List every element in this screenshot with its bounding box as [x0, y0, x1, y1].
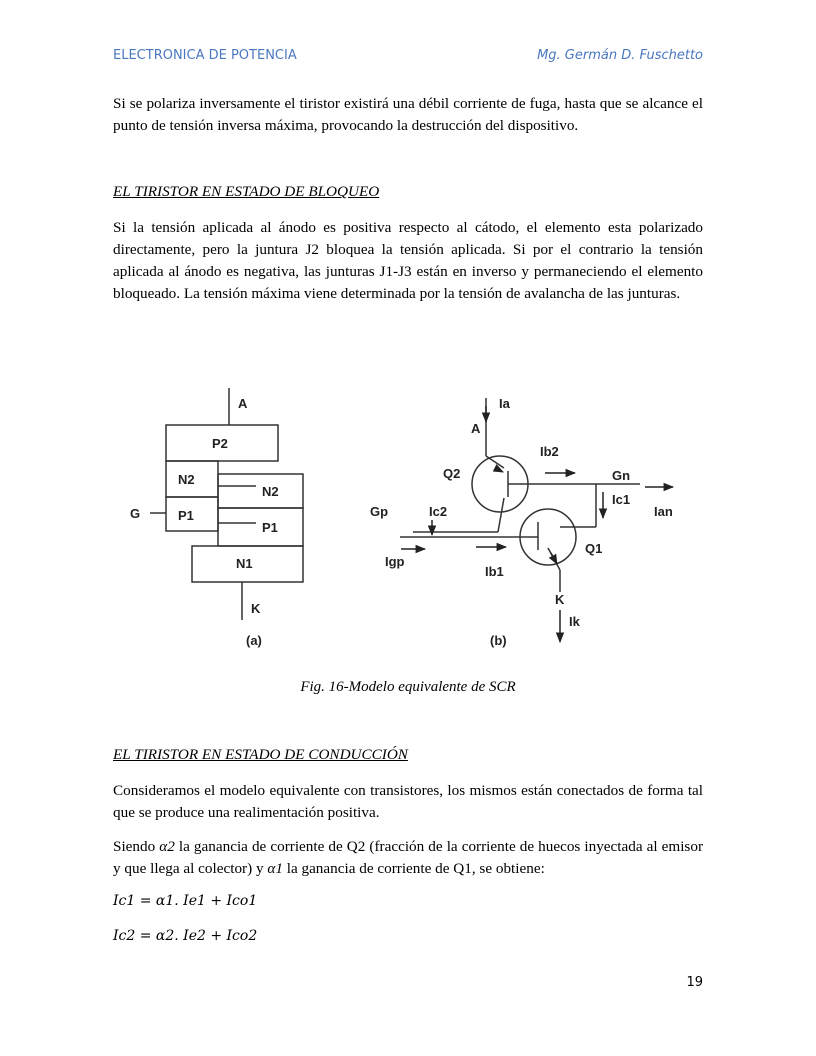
intro-paragraph: Si se polariza inversamente el tiristor existirá una débil corriente de fuga, hasta que se alcance el punto de tensión inversa máxima, provocando la destrucción del dispositivo.: [113, 95, 703, 134]
paragraph-text: la ganancia de corriente de Q2 (fracción de la corriente de huecos inyectada al emisor y que llega al colector) y: [113, 838, 703, 877]
label-a-tag: (a): [246, 633, 262, 648]
label-a-n1: N1: [236, 556, 253, 571]
label-a-p1: P1: [178, 508, 194, 523]
figure-caption: Fig. 16-Modelo equivalente de SCR: [300, 679, 516, 695]
page-number: 19: [686, 975, 703, 990]
alpha1-symbol: α1: [267, 860, 283, 877]
alpha2-symbol: α2: [159, 838, 175, 855]
equation-ic2: Ic2 = α2. Ie2 + Ico2: [113, 928, 258, 944]
scr-equivalent-figure: [0, 370, 816, 690]
conduction-paragraph-2: [113, 836, 703, 880]
label-a-cathode: K: [251, 601, 261, 616]
equation-ic1: Ic1 = α1. Ie1 + Ico1: [113, 893, 258, 909]
section-heading-blocking: EL TIRISTOR EN ESTADO DE BLOQUEO: [113, 183, 380, 200]
label-b-gn: Gn: [612, 468, 631, 483]
label-b-ib1: Ib1: [485, 564, 504, 579]
paragraph-text: Siendo: [113, 838, 160, 855]
label-a-gate: G: [130, 506, 141, 521]
label-b-tag: (b): [490, 633, 507, 648]
section-heading-conduction: EL TIRISTOR EN ESTADO DE CONDUCCIÓN: [113, 746, 408, 763]
label-b-q2: Q2: [443, 466, 461, 481]
paragraph-text: la ganancia de corriente de Q1, se obtiene:: [282, 860, 545, 877]
label-b-anode: A: [471, 421, 481, 436]
label-b-ib2: Ib2: [540, 444, 559, 459]
header-title: ELECTRONICA DE POTENCIA: [113, 48, 297, 63]
label-a-p2: P2: [212, 436, 228, 451]
label-b-ia: Ia: [499, 396, 510, 411]
label-b-gp: Gp: [370, 504, 389, 519]
label-a-p1-right: P1: [262, 520, 278, 535]
label-b-ik: Ik: [569, 614, 580, 629]
label-a-n2: N2: [178, 472, 195, 487]
label-b-igp: Igp: [385, 554, 405, 569]
header-author: Mg. Germán D. Fuschetto: [537, 48, 703, 63]
label-b-ic1: Ic1: [612, 492, 631, 507]
label-b-cathode: K: [555, 592, 565, 607]
blocking-paragraph: Si la tensión aplicada al ánodo es positiva respecto al cátodo, el elemento esta polarizado directamente, pero la juntura J2 bloquea la tensión aplicada. Si por el contrario la tensión aplicada al ánodo es negativa, las junturas J1-J3 están en inverso y permaneciendo el elemento bloqueado. La tensión máxima viene determinada por la tensión de avalancha de las junturas.: [113, 219, 703, 302]
label-a-n2-right: N2: [262, 484, 279, 499]
label-b-ic2: Ic2: [429, 504, 448, 519]
label-b-q1: Q1: [585, 541, 603, 556]
conduction-paragraph-1: Consideramos el modelo equivalente con transistores, los mismos están conectados de forma tal que se produce una realimentación positiva.: [113, 782, 703, 821]
label-b-ian: Ian: [654, 504, 673, 519]
label-a-anode: A: [238, 396, 248, 411]
